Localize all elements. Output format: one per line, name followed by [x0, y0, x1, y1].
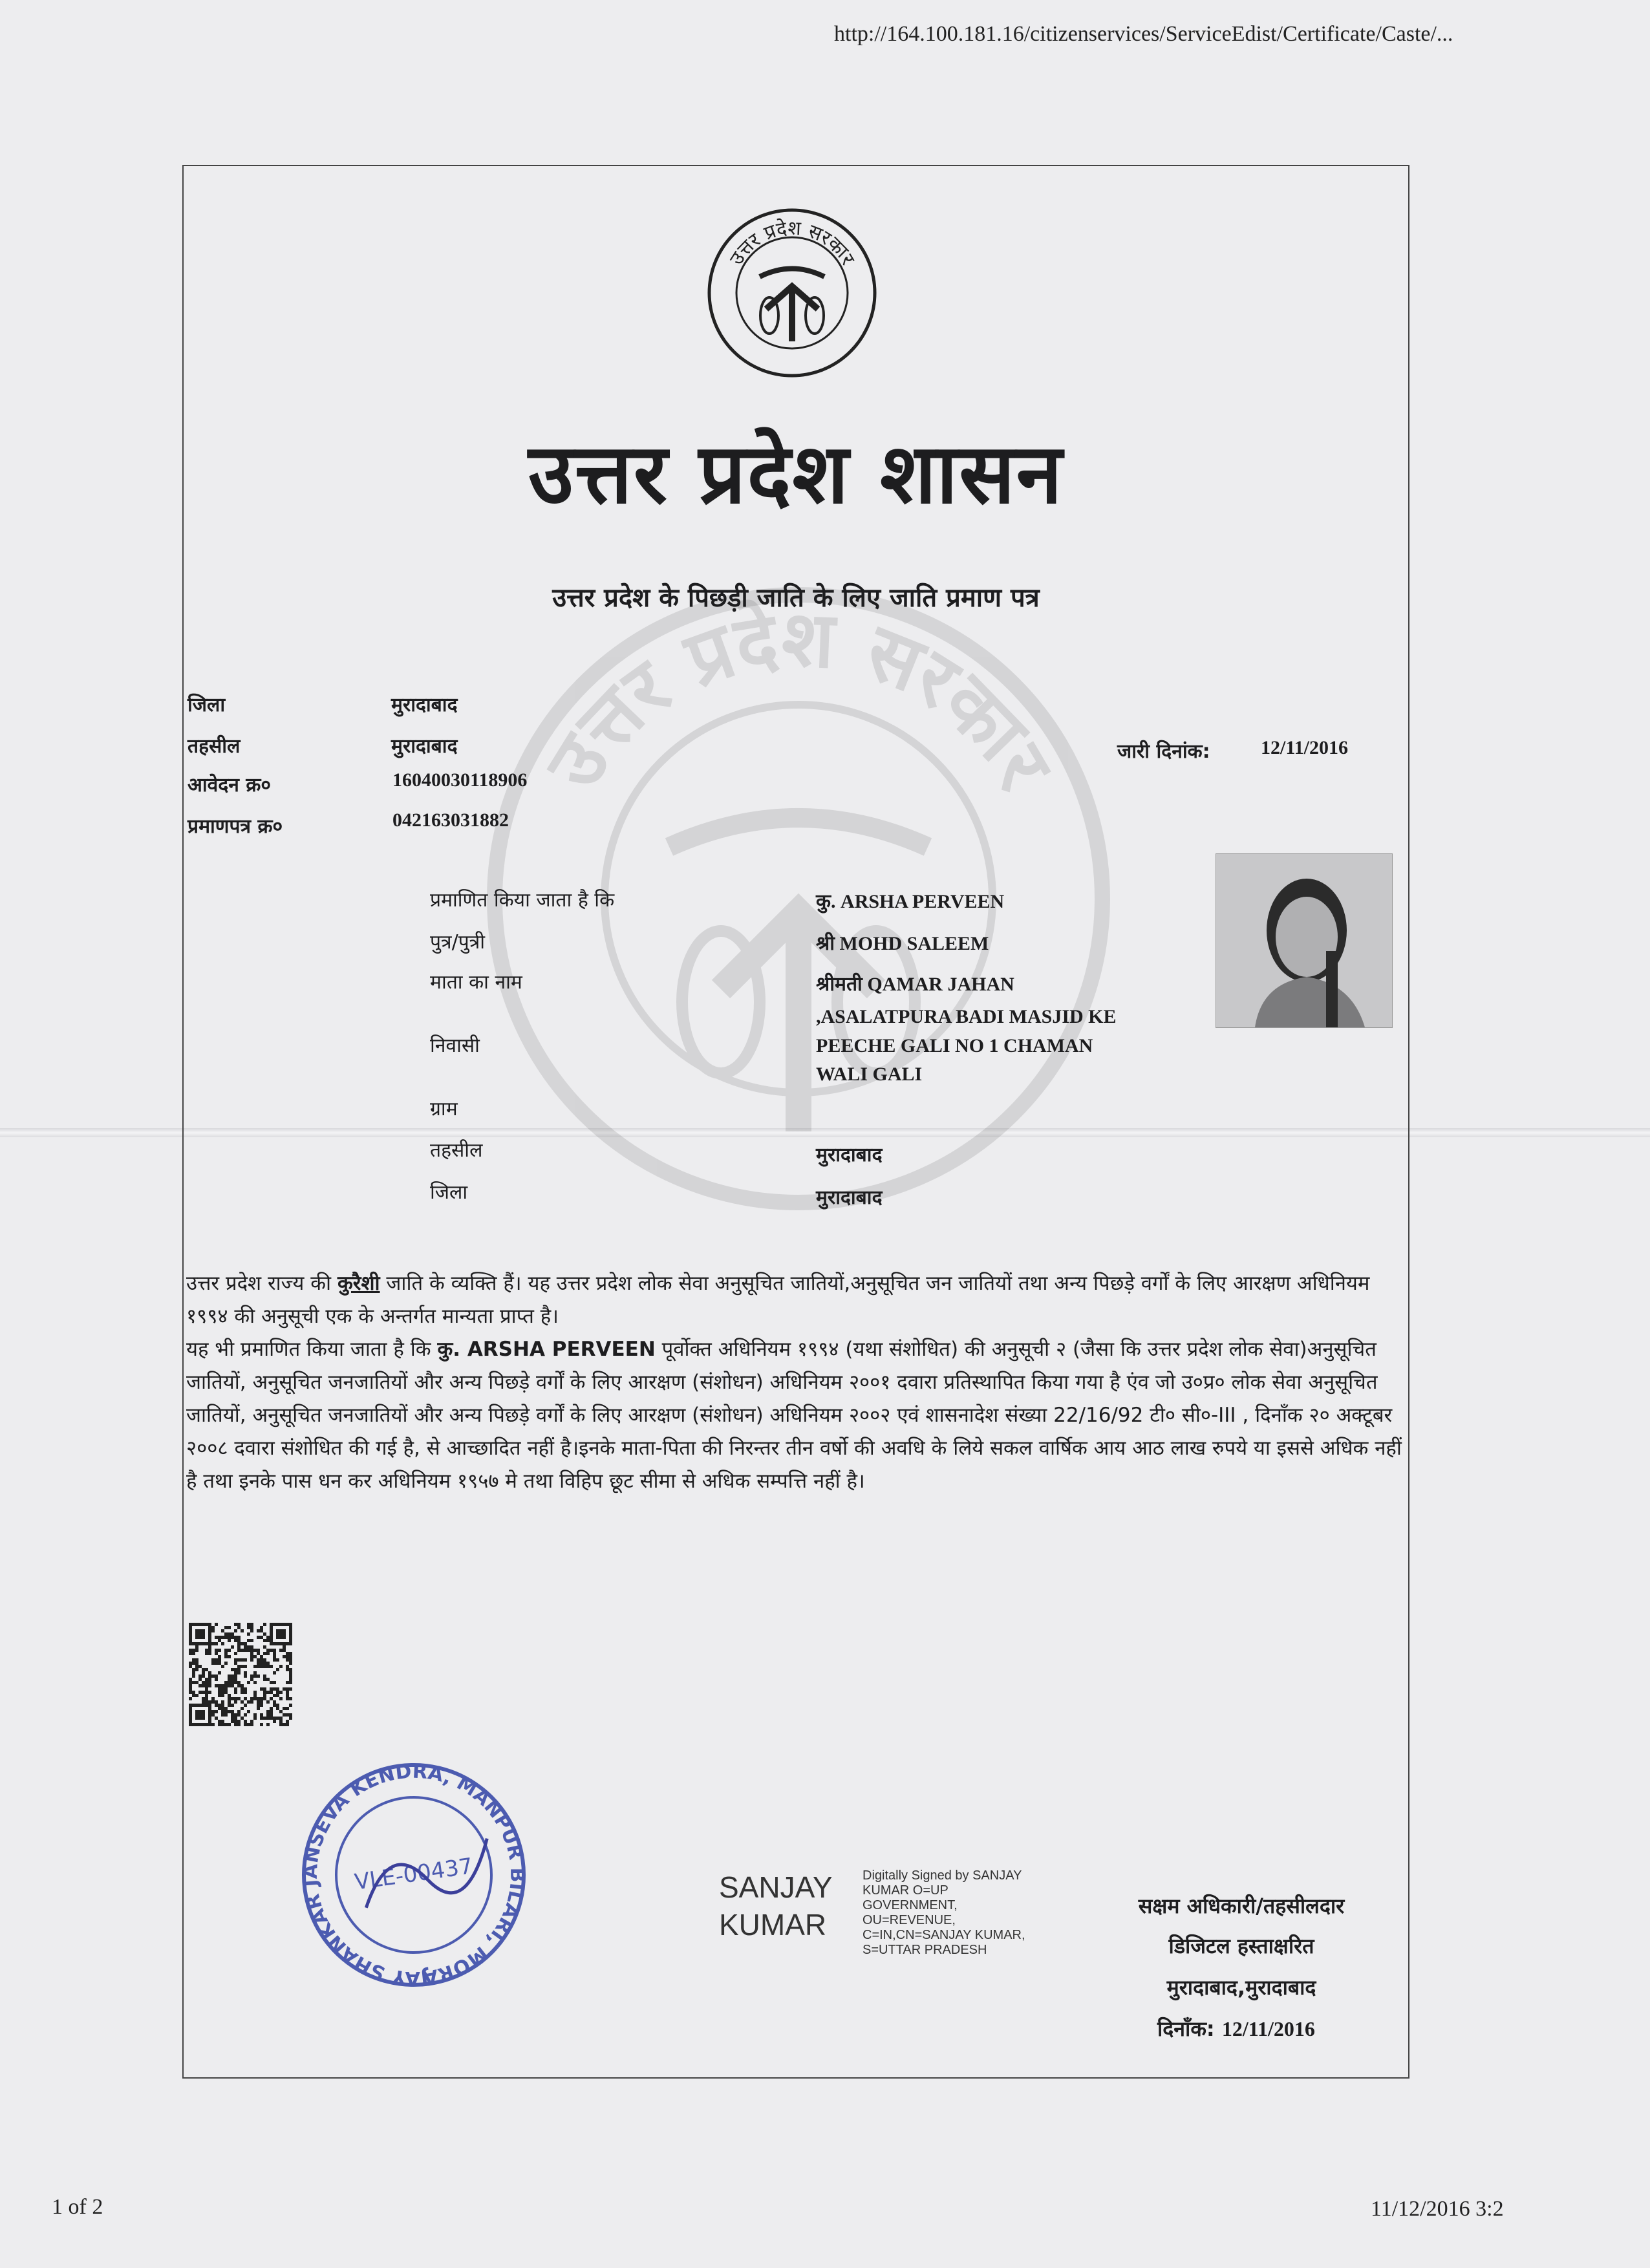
certificate-number-label: प्रमाणपत्र क्र० — [188, 815, 283, 838]
signatory-name: SANJAY KUMAR — [719, 1870, 833, 1942]
certified-label: प्रमाणित किया जाता है कि — [430, 889, 615, 912]
page-number: 1 of 2 — [52, 2195, 103, 2219]
resident-line-3: WALI GALI — [816, 1064, 923, 1085]
print-timestamp: 11/12/2016 3:2 — [1371, 2197, 1504, 2221]
father-name: श्री MOHD SALEEM — [816, 933, 989, 954]
district-label: जिला — [188, 694, 226, 716]
authority-date: दिनाँक: 12/11/2016 — [1157, 2017, 1315, 2041]
up-government-emblem-icon — [705, 206, 879, 380]
tehsil-value: मुरादाबाद — [391, 735, 458, 758]
person-district-label: जिला — [430, 1181, 468, 1204]
paragraph-1: उत्तर प्रदेश राज्य की कुरैशी जाति के व्यक्ति हैं। यह उत्तर प्रदेश लोक सेवा अनुसूचित जातियों,अनुसूचित जन जातियों तथा अन्य पिछड़े वर्गों के लिए आरक्षण अधिनियम १९९४ की अनुसूची एक के अन्तर्गत मान्यता प्राप्त है। — [186, 1272, 1370, 1328]
svg-text:JAY SHANKAR JANSEVA KENDRA, MA: JAY SHANKAR JANSEVA KENDRA, MANPUR BILARI, MORADABAD — [299, 1760, 529, 1990]
paragraph-2: यह भी प्रमाणित किया जाता है कि कु. ARSHA PERVEEN पूर्वोक्त अधिनियम १९९४ (यथा संशोधित) की अनुसूची २ (जैसा कि उत्तर प्रदेश लोक सेवा)अनुसूचित जातियों, अनुसूचित जनजातियों और अन्य पिछड़े वर्गों के लिए आरक्षण (संशोधन) अधिनियम २००१ दवारा प्रतिस्थापित किया गया है एंव जो उ०प्र० लोक सेवा अनुसूचित जातियों, अनुसूचित जनजातियों और अन्य पिछड़े वर्गों के लिए आरक्षण (संशोधन) अधिनियम २००२ एवं शासनादेश संख्या 22/16/92 टी० सी०-III , दिनाँक २० अक्टूबर २००८ दवारा संशोधित की गई है, से आच्छादित नहीं है।इनके माता-पिता की निरन्तर तीन वर्षो की अवधि के लिये सकल वार्षिक आय आठ लाख रुपये या इससे अधिक नहीं है तथा इनके पास धन कर अधिनियम १९५७ मे तथा विहिप छूट सीमा से अधिक सम्पत्ति नहीं है। — [186, 1338, 1402, 1493]
resident-line-2: PEECHE GALI NO 1 CHAMAN — [816, 1035, 1093, 1056]
svg-text:उत्तर प्रदेश सरकार: उत्तर प्रदेश सरकार — [528, 594, 1069, 804]
digitally-signed-label: डिजिटल हस्ताक्षरित — [1168, 1934, 1314, 1958]
digital-signature-details: Digitally Signed by SANJAY KUMAR O=UP GOVERNMENT, OU=REVENUE, C=IN,CN=SANJAY KUMAR, S=UTTAR PRADESH — [862, 1868, 1025, 1957]
village-label: ग्राम — [430, 1098, 458, 1120]
paragraph-2-name: कु. ARSHA PERVEEN — [437, 1338, 656, 1361]
authority-location: मुरादाबाद,मुरादाबाद — [1166, 1975, 1316, 2000]
mother-label: माता का नाम — [430, 971, 522, 994]
issue-date-label: जारी दिनांक: — [1117, 740, 1210, 763]
qr-code — [189, 1623, 292, 1726]
resident-label: निवासी — [430, 1034, 480, 1057]
applicant-photo — [1216, 853, 1393, 1028]
child-of-label: पुत्र/पुत्री — [430, 931, 486, 954]
issue-date-value: 12/11/2016 — [1261, 737, 1349, 758]
certificate-body — [186, 1267, 1402, 1498]
caste-name: कुरैशी — [337, 1272, 380, 1295]
tehsil-label: तहसील — [188, 735, 241, 758]
svg-text:उत्तर प्रदेश सरकार: उत्तर प्रदेश सरकार — [725, 217, 859, 270]
mother-name: श्रीमती QAMAR JAHAN — [816, 974, 1014, 995]
authority-title: सक्षम अधिकारी/तहसीलदार — [1138, 1894, 1345, 1918]
certificate-number-value: 042163031882 — [392, 809, 509, 831]
certified-name: कु. ARSHA PERVEEN — [816, 891, 1005, 912]
application-number-label: आवेदन क्र० — [188, 774, 272, 797]
person-tehsil-value: मुरादाबाद — [816, 1144, 883, 1166]
svg-text:VLE-00437: VLE-00437 — [352, 1853, 475, 1896]
application-number-value: 16040030118906 — [392, 769, 528, 791]
header-url: http://164.100.181.16/citizenservices/ServiceEdist/Certificate/Caste/... — [834, 22, 1453, 46]
certificate-title: उत्तर प्रदेश शासन — [528, 426, 1064, 522]
certificate-subtitle: उत्तर प्रदेश के पिछड़ी जाति के लिए जाति प्रमाण पत्र — [552, 583, 1040, 613]
person-district-value: मुरादाबाद — [816, 1186, 883, 1209]
resident-line-1: ,ASALATPURA BADI MASJID KE — [816, 1006, 1117, 1027]
round-stamp — [284, 1752, 543, 1998]
district-value: मुरादाबाद — [391, 694, 458, 716]
person-tehsil-label: तहसील — [430, 1139, 483, 1162]
